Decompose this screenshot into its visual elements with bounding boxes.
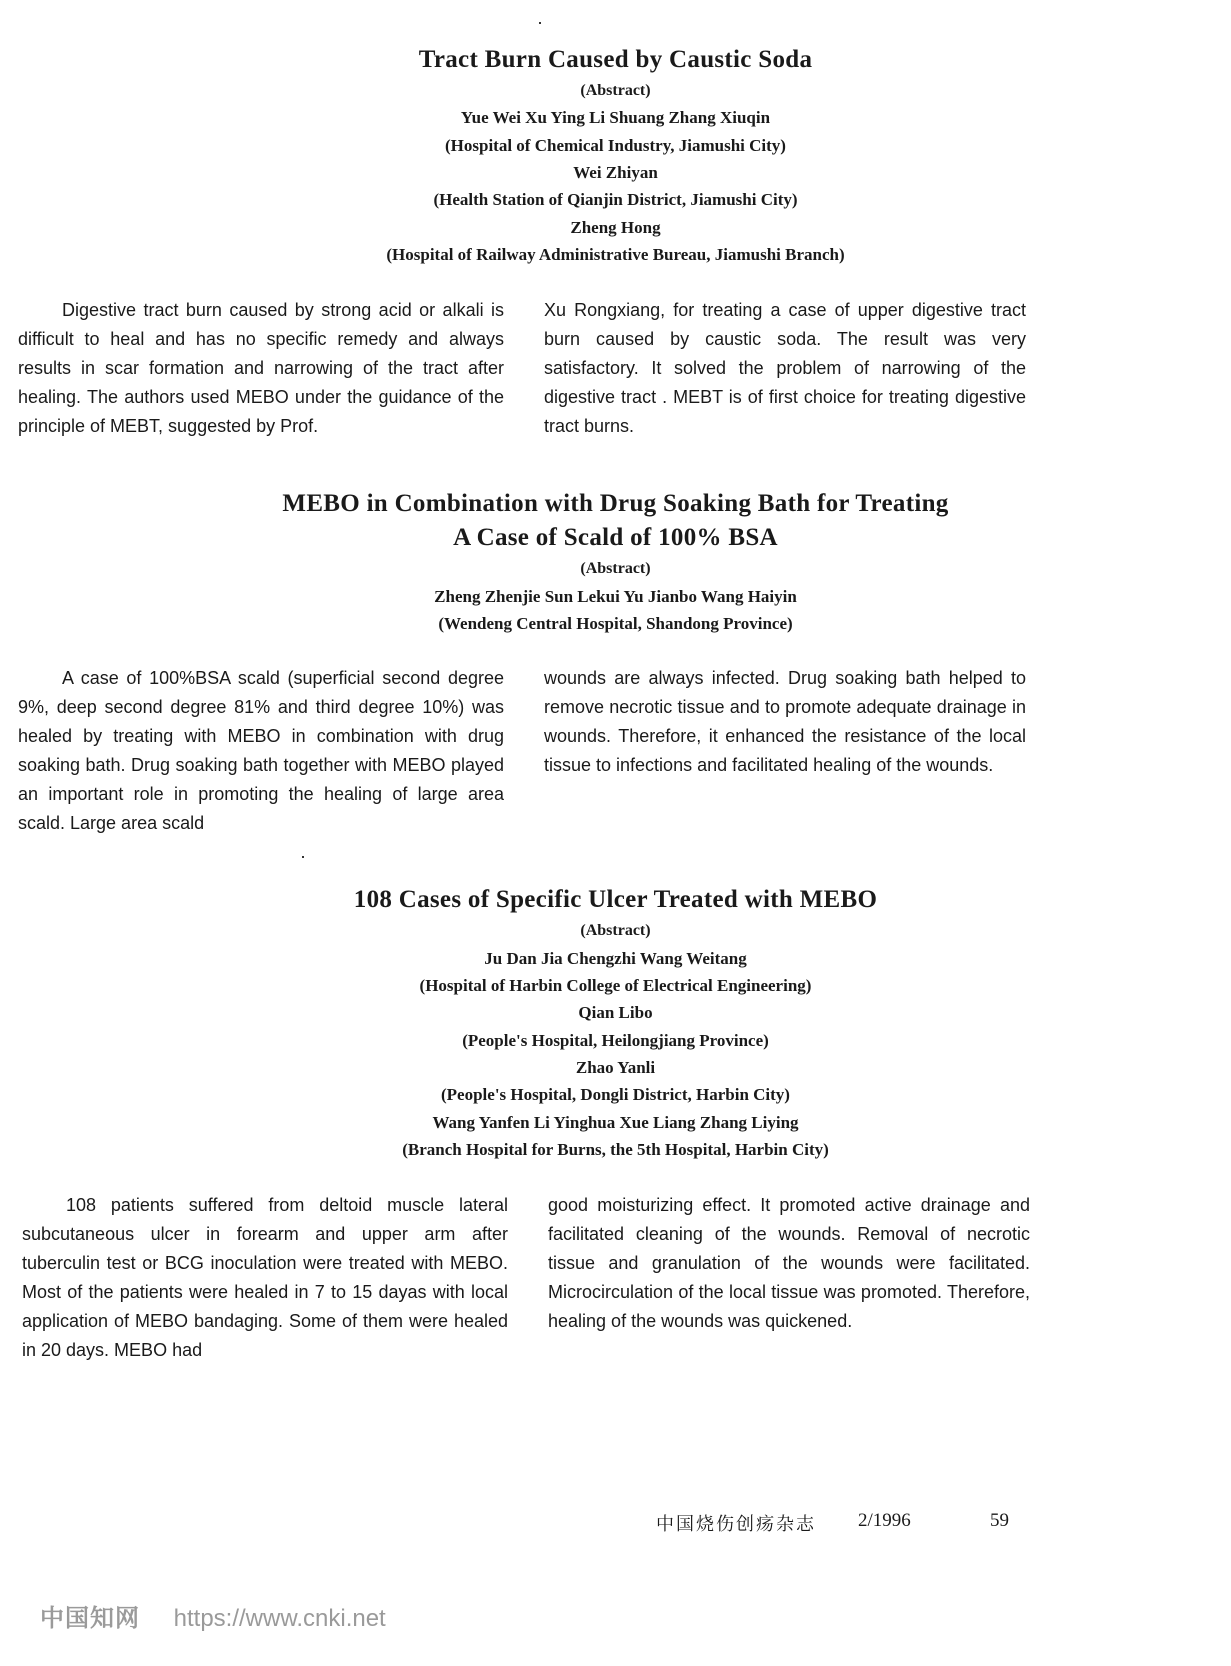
article-2-authors: Zheng Zhenjie Sun Lekui Yu Jianbo Wang Haiyin [434,587,797,606]
article-3-affiliation: (Hospital of Harbin College of Electrical Engineering) [419,976,812,995]
cnki-watermark [40,1598,386,1633]
article-1-authors: Wei Zhiyan [573,163,658,182]
article-1-title: Tract Burn Caused by Caustic Soda [418,46,813,73]
article-2-affiliation: (Wendeng Central Hospital, Shandong Province) [438,614,793,633]
article-1-abstract-label: (Abstract) [580,82,651,99]
article-1-affiliation: (Hospital of Railway Administrative Bureau, Jiamushi Branch) [386,245,845,264]
article-3-affiliation: (People's Hospital, Heilongjiang Province) [462,1031,769,1050]
article-3-affiliation: (Branch Hospital for Burns, the 5th Hospital, Harbin City) [402,1140,829,1159]
article-1-body-right: Xu Rongxiang, for treating a case of upper digestive tract burn caused by caustic soda. The result was very satisfactory. It solved the problem of narrowing of the digestive tract . MEBT is of first choice for treating digestive tract burns. [544,300,1026,436]
watermark-url[interactable]: https://www.cnki.net [173,1605,386,1632]
speck [539,22,541,24]
article-1-affiliation: (Health Station of Qianjin District, Jiamushi City) [433,190,798,209]
article-3-authors: Zhao Yanli [575,1058,656,1077]
speck [302,856,304,858]
article-3-authors: Wang Yanfen Li Yinghua Xue Liang Zhang Liying [432,1113,799,1132]
article-3-authors: Ju Dan Jia Chengzhi Wang Weitang [484,949,747,968]
article-1-authors: Zheng Hong [570,218,661,237]
article-3-affiliation: (People's Hospital, Dongli District, Harbin City) [441,1085,790,1104]
article-3-title: 108 Cases of Specific Ulcer Treated with MEBO [353,886,878,913]
article-2-title-line-1: MEBO in Combination with Drug Soaking Bath for Treating [282,490,949,517]
journal-name: 中国烧伤创疡杂志 [656,1514,816,1535]
article-2-abstract-label: (Abstract) [580,560,651,577]
article-1-affiliation: (Hospital of Chemical Industry, Jiamushi City) [445,136,786,155]
article-3-authors: Qian Libo [578,1003,653,1022]
article-1-body-left: Digestive tract burn caused by strong acid or alkali is difficult to heal and has no specific remedy and always results in scar formation and narrowing of the tract after healing. The authors used MEBO under the guidance of the principle of MEBT, suggested by Prof. [18,300,504,436]
article-1-authors: Yue Wei Xu Ying Li Shuang Zhang Xiuqin [460,108,771,127]
article-2-body-left: A case of 100%BSA scald (superficial second degree 9%, deep second degree 81% and third degree 10%) was healed by treating with MEBO in combination with drug soaking bath. Drug soaking bath together with MEBO played an important role in promoting the healing of large area scald. Large area scald [18,668,504,833]
article-3-abstract-label: (Abstract) [580,922,651,939]
article-2-title-line-2: A Case of Scald of 100% BSA [453,524,778,551]
page-number: 59 [990,1510,1009,1531]
article-2-body-right: wounds are always infected. Drug soaking bath helped to remove necrotic tissue and to promote adequate drainage in wounds. Therefore, it enhanced the resistance of the local tissue to infections and facilitated healing of the wounds. [544,668,1026,775]
watermark-brand: 中国知网 [40,1604,140,1632]
issue-number: 2/1996 [858,1510,911,1531]
article-3-body-right: good moisturizing effect. It promoted active drainage and facilitated cleaning of the wounds. Removal of necrotic tissue and granulation of the wounds were facilitated. Microcirculation of the local tissue was promoted. Therefore, healing of the wounds was quickened. [548,1195,1030,1331]
article-3-body-left: 108 patients suffered from deltoid muscle lateral subcutaneous ulcer in forearm and upper arm after tuberculin test or BCG inoculation were treated with MEBO. Most of the patients were healed in 7 to 15 dayas with local application of MEBO bandaging. Some of them were healed in 20 days. MEBO had [22,1195,508,1360]
